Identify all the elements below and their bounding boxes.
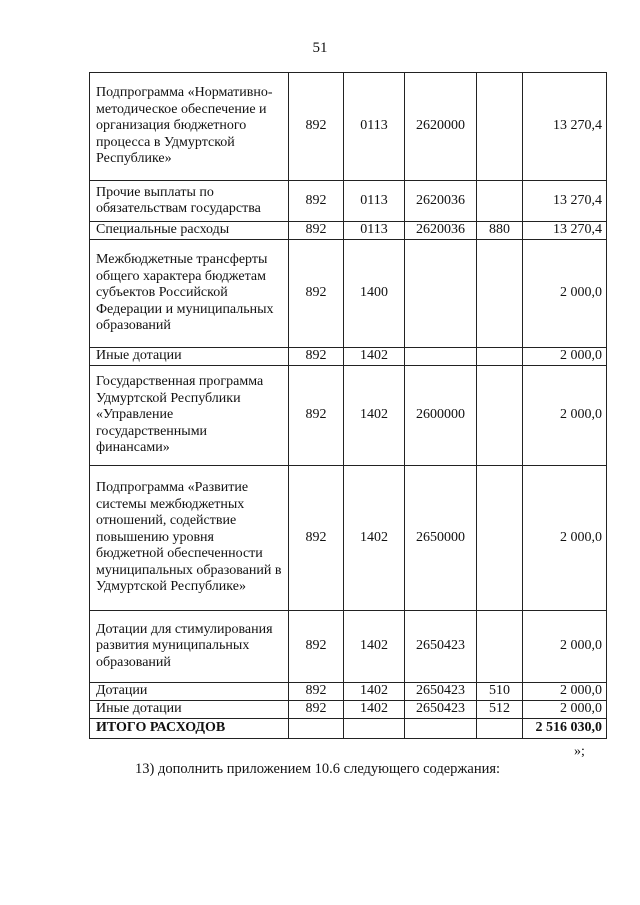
row-vid [477, 73, 523, 181]
budget-table [89, 72, 607, 739]
row-vid [477, 240, 523, 348]
table-row [90, 701, 607, 719]
row-name: Иные дотации [90, 701, 289, 719]
table-row [90, 683, 607, 701]
row-name: Подпрограмма «Нормативно-методическое обеспечение и организация бюджетного процесса в Удмуртской Республике» [90, 73, 289, 181]
row-vid: 512 [477, 701, 523, 719]
row-ministry: 892 [289, 611, 344, 683]
row-vid [477, 466, 523, 611]
row-amount: 2 000,0 [523, 611, 607, 683]
row-target: 2620036 [405, 181, 477, 222]
row-name: Подпрограмма «Развитие системы межбюджетных отношений, содействие повышению уровня бюджетной обеспеченности муниципальных образований в Удмуртской Республике» [90, 466, 289, 611]
row-target [405, 240, 477, 348]
row-vid [477, 348, 523, 366]
row-ministry: 892 [289, 466, 344, 611]
row-target: 2650423 [405, 611, 477, 683]
row-name: Прочие выплаты по обязательствам государства [90, 181, 289, 222]
table-row [90, 611, 607, 683]
row-section: 1402 [344, 466, 405, 611]
empty-cell [344, 719, 405, 739]
row-vid: 510 [477, 683, 523, 701]
table-row [90, 73, 607, 181]
total-label: ИТОГО РАСХОДОВ [90, 719, 289, 739]
instruction-paragraph: 13) дополнить приложением 10.6 следующего содержания: [135, 761, 501, 777]
row-amount: 13 270,4 [523, 222, 607, 240]
row-target: 2620000 [405, 73, 477, 181]
row-name: Специальные расходы [90, 222, 289, 240]
row-ministry: 892 [289, 701, 344, 719]
row-target: 2650423 [405, 701, 477, 719]
row-section: 0113 [344, 181, 405, 222]
row-ministry: 892 [289, 222, 344, 240]
row-vid [477, 611, 523, 683]
row-ministry: 892 [289, 683, 344, 701]
row-section: 1402 [344, 348, 405, 366]
table-row [90, 348, 607, 366]
empty-cell [405, 719, 477, 739]
row-amount: 13 270,4 [523, 181, 607, 222]
row-amount: 2 000,0 [523, 240, 607, 348]
row-vid [477, 181, 523, 222]
row-section: 1402 [344, 701, 405, 719]
table-row [90, 222, 607, 240]
row-ministry: 892 [289, 240, 344, 348]
closing-quote-mark: »; [574, 744, 585, 759]
row-ministry: 892 [289, 73, 344, 181]
row-name: Иные дотации [90, 348, 289, 366]
row-amount: 13 270,4 [523, 73, 607, 181]
row-amount: 2 000,0 [523, 366, 607, 466]
row-name: Межбюджетные трансферты общего характера бюджетам субъектов Российской Федерации и муниципальных образований [90, 240, 289, 348]
table-row [90, 466, 607, 611]
row-amount: 2 000,0 [523, 348, 607, 366]
row-target: 2650000 [405, 466, 477, 611]
row-target: 2600000 [405, 366, 477, 466]
row-vid [477, 366, 523, 466]
row-target: 2620036 [405, 222, 477, 240]
row-name: Дотации для стимулирования развития муниципальных образований [90, 611, 289, 683]
row-section: 1402 [344, 611, 405, 683]
row-section: 1402 [344, 683, 405, 701]
row-amount: 2 000,0 [523, 701, 607, 719]
row-vid: 880 [477, 222, 523, 240]
row-name: Государственная программа Удмуртской Республики «Управление государственными финансами» [90, 366, 289, 466]
row-target [405, 348, 477, 366]
table-row [90, 240, 607, 348]
row-ministry: 892 [289, 181, 344, 222]
table-row [90, 181, 607, 222]
row-name: Дотации [90, 683, 289, 701]
page-number: 51 [312, 40, 328, 56]
row-section: 1400 [344, 240, 405, 348]
table-row [90, 366, 607, 466]
row-target: 2650423 [405, 683, 477, 701]
row-ministry: 892 [289, 366, 344, 466]
row-amount: 2 000,0 [523, 683, 607, 701]
row-section: 0113 [344, 222, 405, 240]
row-amount: 2 000,0 [523, 466, 607, 611]
empty-cell [477, 719, 523, 739]
row-section: 1402 [344, 366, 405, 466]
row-section: 0113 [344, 73, 405, 181]
row-ministry: 892 [289, 348, 344, 366]
total-row [90, 719, 607, 739]
empty-cell [289, 719, 344, 739]
total-amount: 2 516 030,0 [523, 719, 607, 739]
